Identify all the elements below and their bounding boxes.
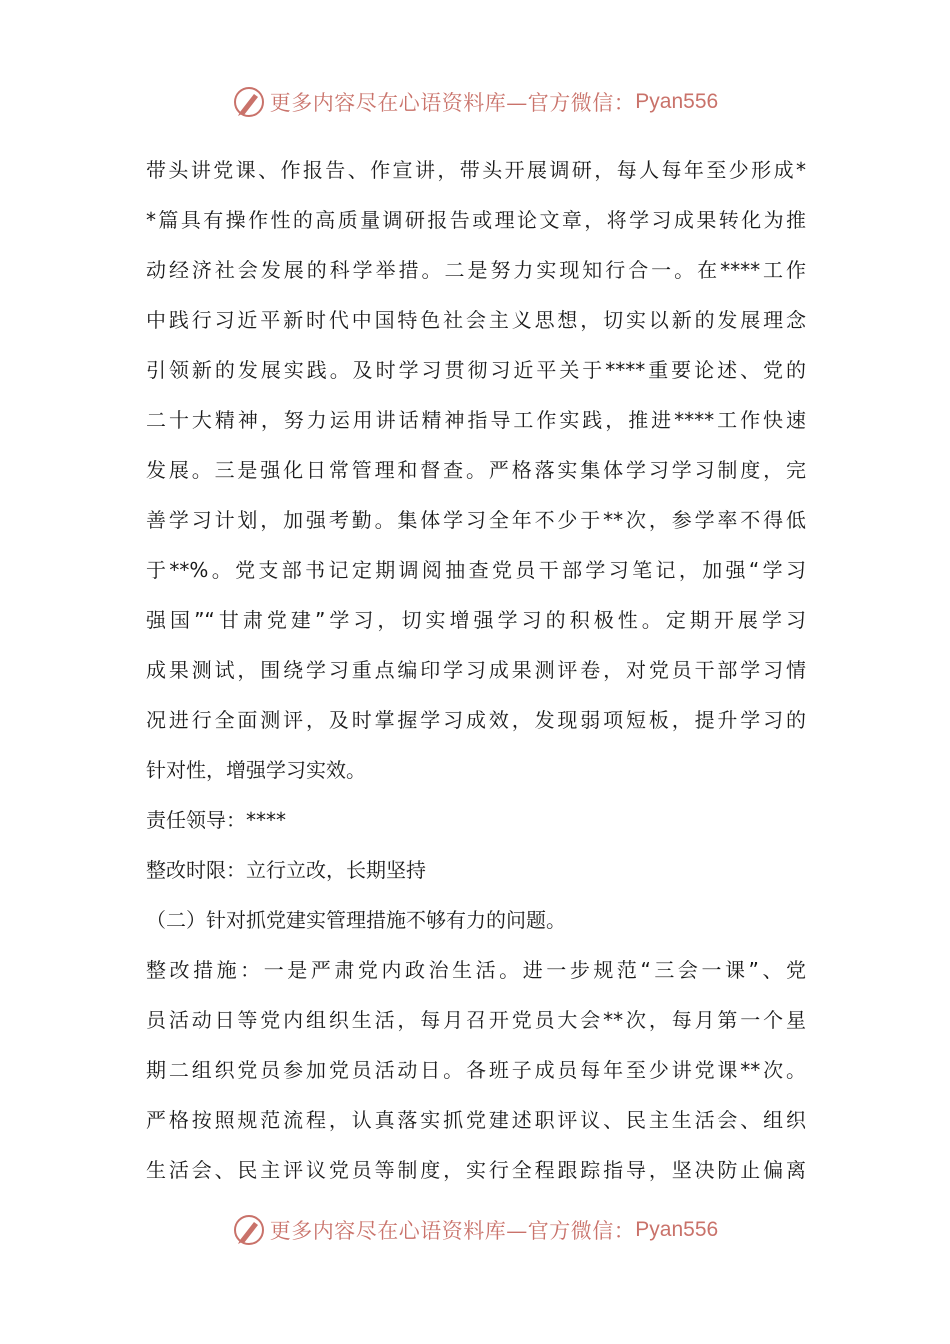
pen-logo-icon (232, 85, 266, 119)
body-line: 动经济社会发展的科学举措。二是努力实现知行合一。在****工作 (146, 258, 806, 282)
body-line: 发展。三是强化日常管理和督查。严格落实集体学习学习制度，完 (146, 458, 806, 482)
pen-logo-icon (232, 1213, 266, 1247)
body-line: 中践行习近平新时代中国特色社会主义思想，切实以新的发展理念 (146, 308, 806, 332)
responsible-leader: 责任领导：**** (146, 808, 286, 832)
watermark-wechat-id: Pyan556 (635, 90, 719, 113)
rectification-deadline: 整改时限：立行立改，长期坚持 (146, 858, 426, 882)
watermark-banner-bottom (0, 1208, 950, 1252)
body-line: 引领新的发展实践。及时学习贯彻习近平关于****重要论述、党的 (146, 358, 806, 382)
body-line: 针对性，增强学习实效。 (146, 758, 366, 782)
body-line: 带头讲党课、作报告、作宣讲，带头开展调研，每人每年至少形成* (146, 158, 806, 182)
body-line: 善学习计划，加强考勤。集体学习全年不少于**次，参学率不得低 (146, 508, 806, 532)
watermark-wechat-id: Pyan556 (635, 1218, 719, 1241)
body-line: 严格按照规范流程，认真落实抓党建述职评议、民主生活会、组织 (146, 1108, 806, 1132)
body-line: 强国”“甘肃党建”学习，切实增强学习的积极性。定期开展学习 (146, 608, 806, 632)
section-heading: （二）针对抓党建实管理措施不够有力的问题。 (146, 908, 566, 932)
body-line: 生活会、民主评议党员等制度，实行全程跟踪指导，坚决防止偏离 (146, 1158, 806, 1182)
body-line: *篇具有操作性的高质量调研报告或理论文章，将学习成果转化为推 (146, 208, 806, 232)
body-line: 员活动日等党内组织生活，每月召开党员大会**次，每月第一个星 (146, 1008, 806, 1032)
watermark-banner-top (0, 80, 950, 124)
body-line: 整改措施：一是严肃党内政治生活。进一步规范“三会一课”、党 (146, 958, 806, 982)
body-line: 成果测试，围绕学习重点编印学习成果测评卷，对党员干部学习情 (146, 658, 806, 682)
watermark-text: 更多内容尽在心语资料库—官方微信： (269, 1219, 636, 1243)
body-line: 况进行全面测评，及时掌握学习成效，发现弱项短板，提升学习的 (146, 708, 806, 732)
body-line: 二十大精神，努力运用讲话精神指导工作实践，推进****工作快速 (146, 408, 806, 432)
body-line: 期二组织党员参加党员活动日。各班子成员每年至少讲党课**次。 (146, 1058, 806, 1082)
document-body (146, 145, 806, 1195)
body-line: 于**%。党支部书记定期调阅抽查党员干部学习笔记，加强“学习 (146, 558, 806, 582)
watermark-text: 更多内容尽在心语资料库—官方微信： (269, 91, 636, 115)
